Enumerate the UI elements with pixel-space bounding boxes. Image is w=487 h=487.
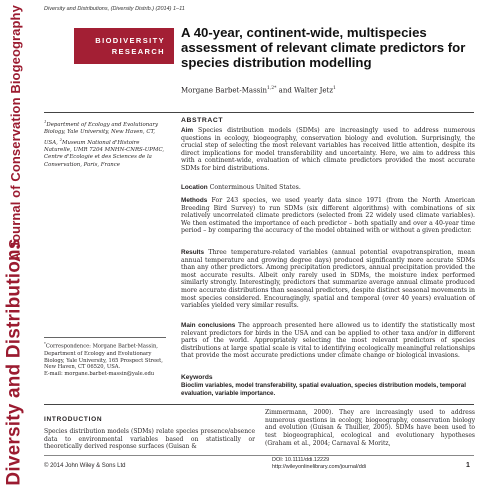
correspondence-marker: * [44,341,46,346]
author-2: Walter Jetz [294,86,334,95]
methods-label: Methods [181,197,208,204]
badge-line-1: BIODIVERSITY [95,36,165,45]
correspondence [44,341,168,378]
journal-spine [3,4,27,486]
affil-marker-2: 2 [59,137,62,143]
affil-text-2: Museum National d'Histoire Naturelle, UMR 7204 MNHN-CNRS-UPMC, Centre d'Ecologie et des Sciences de la Conservation, Paris, France [44,140,165,168]
location-label: Location [181,184,208,191]
badge-line-2: RESEARCH [111,47,165,56]
spine-subtitle: A Journal of Conservation Biogeography [7,4,23,262]
correspondence-divider [44,337,166,338]
location-text: Conterminous United States. [207,184,301,191]
aim-text: Species distribution models (SDMs) are increasingly used to address numerous questions in ecology, biogeography, conservation biology and evolution. Surprisingly, the crucial step of selecting the most relevant variables has received little attention, despite its direct implications for model transferability and uncertainty. Here, we aim to address this with a continent-wide, evaluation of which climate predictors provided the most accurate SDMs for bird distributions. [181,127,475,172]
correspondence-email[interactable]: E-mail: morgane.barbet-massin@yale.edu [44,371,155,378]
correspondence-text: Correspondence: Morgane Barbet-Massin, Department of Ecology and Evolutionary Biology, Yale University, 165 Prospect Street, New Haven, CT 06520, USA. [44,343,163,371]
results-label: Results [181,249,205,256]
footer-doi-block [272,457,366,471]
introduction-heading: INTRODUCTION [44,416,103,423]
spine-lower-band [3,238,27,486]
spine-upper-band [3,4,27,262]
abstract-location [181,184,475,192]
introduction-left-column: Species distribution models (SDMs) relate species presence/absence data to environmental variables based on statistically or theoretically derived response surfaces (Guisan & [44,428,255,451]
conclusions-text: The approach presented here allowed us to identify the statistically most relevant predictors for birds in the USA and can be applied to other taxa and/or in different parts of the world. Appropriately selecting the most relevant predictors of species distributions at large spatial scale is vital to identifying ecologically meaningful relationships that provide the most accurate predictions under climate change or biological invasions. [181,322,475,360]
aim-label: Aim [181,127,194,134]
abstract-results [181,249,475,310]
author-1-affil: 1,2* [267,86,277,91]
header-divider [44,112,474,113]
running-header: Diversity and Distributions, (Diversity Distrib.) (2014) 1–11 [44,6,185,12]
author-1: Morgane Barbet-Massin [181,86,267,95]
methods-text: For 243 species, we used yearly data since 1971 (from the North American Breeding Bird Survey) to run SDMs (six different algorithms) with combinations of six relatively uncorrelated climate predictors (selected from 22 widely used climate variables). We then estimated the importance of each predictor – both spatially and over a 40-year time period – by comparing the accuracy of the model obtained with or without a given predictor. [181,197,475,235]
section-badge [74,28,174,64]
spine-journal-name: Diversity and Distributions [4,238,26,486]
keywords-heading: Keywords [181,374,213,381]
author-conjunction: and [276,86,295,95]
results-text: Three temperature-related variables (annual potential evapotranspiration, mean annual temperature and growing degree days) produced significantly more accurate SDMs than any other predictors. Among precipitation predictors, annual precipitation provided the most accurate results. Albeit only rarely used in SDMs, the moisture index performed similarly strongly. Interestingly, predictors that summarize average annual climate produced more accurate distributions than seasonal predictors, despite distinct seasonal movements in most species considered. Encouragingly, spatial and temporal (over 40 years) evaluation of variables yielded very similar results. [181,249,476,310]
author-list [181,86,336,94]
affil-marker-1: 1 [44,119,47,124]
copyright: © 2014 John Wiley & Sons Ltd [44,463,126,469]
keywords-text: Bioclim variables, model transferability, spatial evaluation, species distribution models, temporal evaluation, variable importance. [181,382,466,397]
affil-text-1: Department of Ecology and Evolutionary Biology, Yale University, New Haven, CT, USA, [44,121,159,146]
author-2-affil: 1 [333,86,336,91]
abstract-aim [181,127,475,173]
footer-divider [44,455,474,456]
introduction-right-column: Zimmermann, 2000). They are increasingly used to address numerous questions in ecology, biogeography, conservation biology and evolution (Guisan & Thuiller, 2005). SDMs have been used to test biogeographical, ecological and evolutionary hypotheses (Graham et al., 2004; Carnaval & Moritz, [265,409,475,447]
abstract-heading: ABSTRACT [181,117,224,124]
journal-url[interactable]: http://wileyonlinelibrary.com/journal/ddi [272,464,367,471]
body-divider [44,404,474,405]
conclusions-label: Main conclusions [181,322,236,329]
abstract-methods [181,197,475,235]
abstract-conclusions [181,322,475,360]
article-title: A 40-year, continent-wide, multispecies assessment of relevant climate predictors for species distribution modelling [181,25,466,70]
affiliations [44,118,166,169]
page-number: 1 [466,462,470,469]
doi[interactable]: DOI: 10.1111/ddi.12229 [272,457,330,463]
